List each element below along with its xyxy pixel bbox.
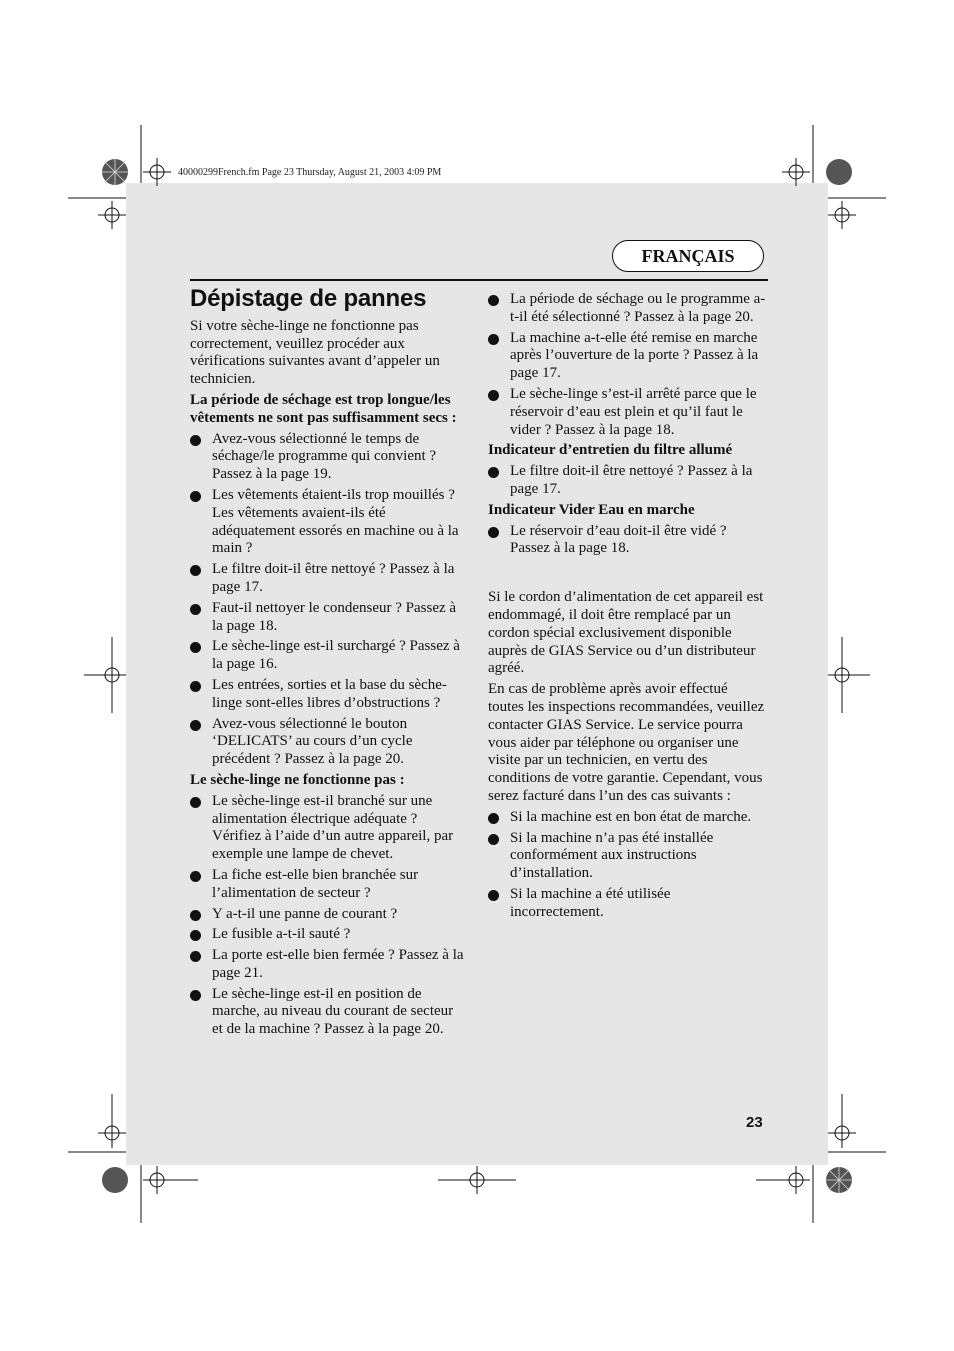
list-item: Si la machine a été utilisée incorrectement. (488, 886, 766, 922)
bullet-icon (190, 797, 201, 808)
bullet-icon (190, 565, 201, 576)
section3-heading: Indicateur d’entretien du filtre allumé (488, 442, 733, 459)
list-item: Si la machine n’a pas été installée conformément aux instructions d’installation. (488, 830, 766, 883)
bullet-icon (190, 990, 201, 1001)
bullet-icon (488, 390, 499, 401)
list-item: Si la machine est en bon état de marche. (488, 809, 766, 827)
service-paragraph-2: En cas de problème après avoir effectué toutes les inspections recommandées, veuillez contacter GIAS Service. Le service pourra vous aider par téléphone ou organiser une visite par un technicien, en vertu des conditions de votre garantie. Cependant, vous serez facturé dans l’un des cas suivants : (488, 681, 765, 804)
list-item: Les entrées, sorties et la base du sèche-linge sont-elles libres d’obstructions ? (190, 677, 466, 713)
section2-list (190, 793, 466, 1039)
spacer (488, 561, 766, 589)
bullet-icon (190, 910, 201, 921)
bullet-icon (190, 435, 201, 446)
list-item: Avez-vous sélectionné le temps de séchage/le programme qui convient ? Passez à la page 19. (190, 431, 466, 484)
list-item: La porte est-elle bien fermée ? Passez à la page 21. (190, 947, 466, 983)
bullet-icon (190, 604, 201, 615)
intro-paragraph: Si votre sèche-linge ne fonctionne pas correctement, veuillez procéder aux vérifications suivantes avant d’appeler un technicien. (190, 317, 440, 388)
list-item: Le fusible a-t-il sauté ? (190, 926, 466, 944)
list-item: Avez-vous sélectionné le bouton ‘DELICATS’ au cours d’un cycle précédent ? Passez à la page 20. (190, 716, 466, 769)
language-tab (612, 240, 764, 272)
list-item: Le sèche-linge est-il surchargé ? Passez à la page 16. (190, 638, 466, 674)
bullet-icon (190, 491, 201, 502)
section4-list (488, 523, 766, 559)
bullet-icon (190, 642, 201, 653)
header-rule (190, 279, 768, 281)
section3-list (488, 463, 766, 499)
language-label: FRANÇAIS (641, 245, 735, 266)
list-item: Le filtre doit-il être nettoyé ? Passez à la page 17. (190, 561, 466, 597)
bullet-icon (488, 334, 499, 345)
list-item: Le réservoir d’eau doit-il être vidé ? Passez à la page 18. (488, 523, 766, 559)
page-number: 23 (746, 1114, 763, 1131)
section4-heading: Indicateur Vider Eau en marche (488, 501, 695, 518)
list-item: Le sèche-linge est-il branché sur une alimentation électrique adéquate ? Vérifiez à l’aide d’un autre appareil, par exemple une lampe de chevet. (190, 793, 466, 864)
list-item: La machine a-t-elle été remise en marche après l’ouverture de la porte ? Passez à la page 17. (488, 330, 766, 383)
list-item: La fiche est-elle bien branchée sur l’alimentation de secteur ? (190, 867, 466, 903)
bullet-icon (488, 295, 499, 306)
section2-list-continued (488, 291, 766, 439)
section1-heading: La période de séchage est trop longue/les vêtements ne sont pas suffisamment secs : (190, 391, 457, 426)
service-paragraph-1: Si le cordon d’alimentation de cet appareil est endommagé, il doit être remplacé par un cordon spécial exclusivement disponible auprès de GIAS Service ou d’un distributeur agréé. (488, 589, 764, 677)
list-item: Les vêtements étaient-ils trop mouillés ? Les vêtements avaient-ils été adéquatement essorés en machine ou à la main ? (190, 487, 466, 558)
bullet-icon (488, 834, 499, 845)
list-item: Le sèche-linge s’est-il arrêté parce que le réservoir d’eau est plein et qu’il faut le vider ? Passez à la page 18. (488, 386, 766, 439)
list-item: Y a-t-il une panne de courant ? (190, 906, 466, 924)
list-item: Le sèche-linge est-il en position de marche, au niveau du courant de secteur et de la machine ? Passez à la page 20. (190, 986, 466, 1039)
service-list (488, 809, 766, 922)
bullet-icon (488, 890, 499, 901)
list-item: Faut-il nettoyer le condenseur ? Passez à la page 18. (190, 600, 466, 636)
bullet-icon (190, 681, 201, 692)
list-item: Le filtre doit-il être nettoyé ? Passez à la page 17. (488, 463, 766, 499)
page-title: Dépistage de pannes (190, 285, 427, 312)
bullet-icon (190, 951, 201, 962)
section2-heading: Le sèche-linge ne fonctionne pas : (190, 771, 405, 788)
bullet-icon (488, 467, 499, 478)
bullet-icon (190, 871, 201, 882)
section1-list (190, 431, 466, 769)
file-slug: 40000299French.fm Page 23 Thursday, August 21, 2003 4:09 PM (178, 167, 442, 178)
bullet-icon (190, 720, 201, 731)
bullet-icon (488, 527, 499, 538)
left-column (190, 285, 466, 1042)
right-column (488, 291, 766, 925)
bullet-icon (488, 813, 499, 824)
list-item: La période de séchage ou le programme a-t-il été sélectionné ? Passez à la page 20. (488, 291, 766, 327)
bullet-icon (190, 930, 201, 941)
